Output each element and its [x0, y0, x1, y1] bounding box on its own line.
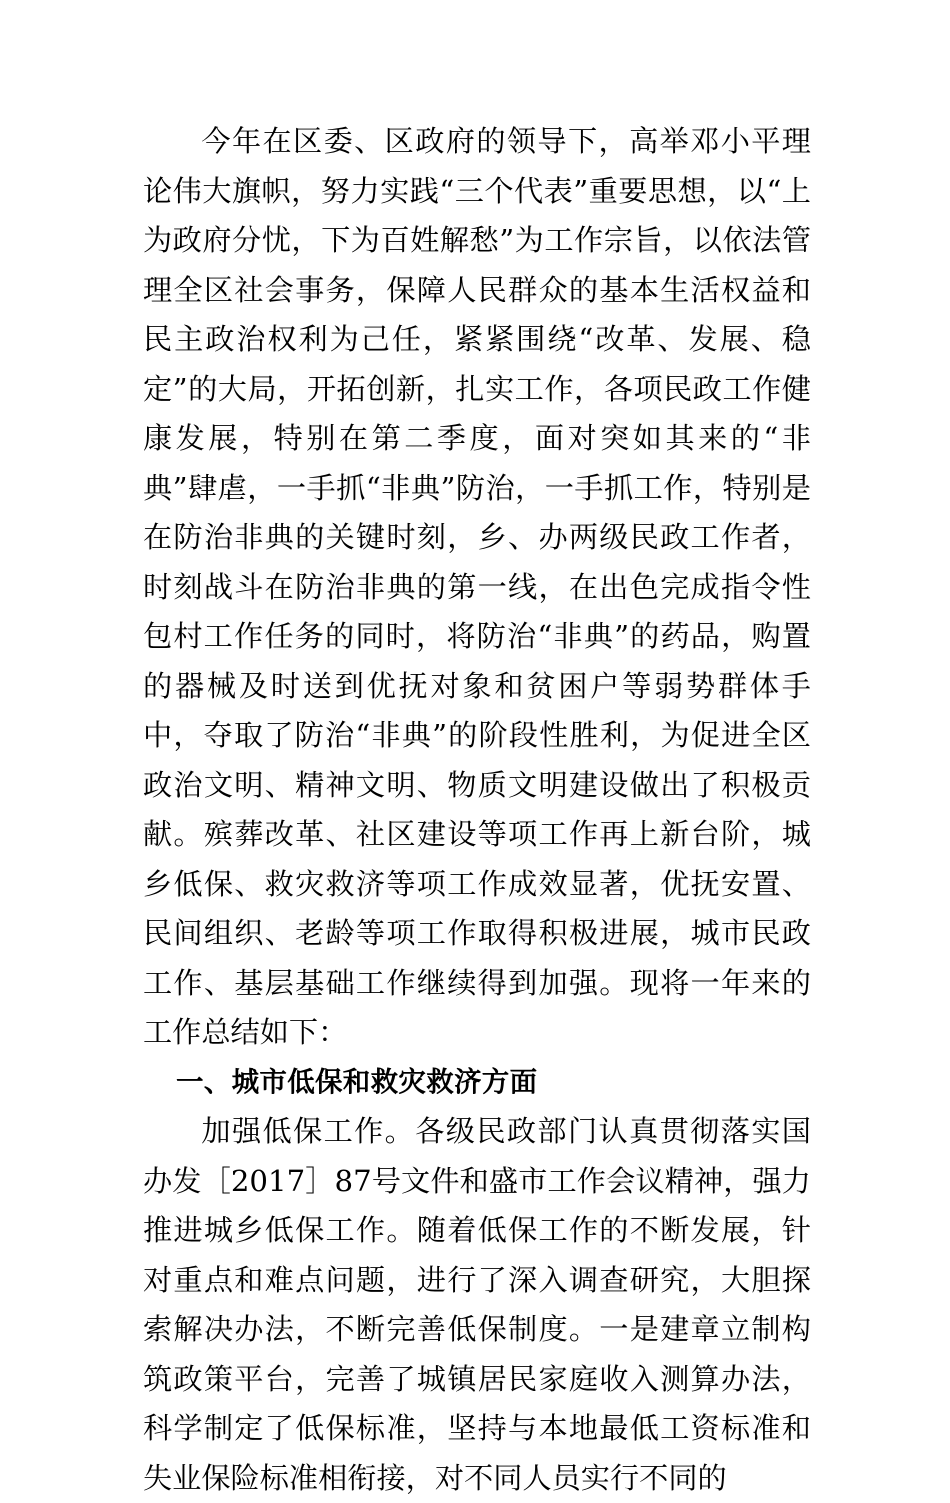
section-one-body-paragraph: 加强低保工作。各级民政部门认真贯彻落实国办发［2017］87号文件和盛市工作会议精神，强力推进城乡低保工作。随着低保工作的不断发展，针对重点和难点问题，进行了深入调查研究，大胆探索解决办法，不断完善低保制度。一是建章立制构筑政策平台，完善了城镇居民家庭收入测算办法，科学制定了低保标准，坚持与本地最低工资标准和失业保险标准相衔接，对不同人员实行不同的 [143, 1114, 811, 1495]
section-heading-one: 一、城市低保和救灾救济方面 [176, 1065, 538, 1098]
document-text-column [143, 117, 811, 1503]
intro-paragraph: 今年在区委、区政府的领导下，高举邓小平理论伟大旗帜，努力实践“三个代表”重要思想，以“上为政府分忧，下为百姓解愁”为工作宗旨，以依法管理全区社会事务，保障人民群众的基本生活权益和民主政治权利为己任，紧紧围绕“改革、发展、稳定”的大局，开拓创新，扎实工作，各项民政工作健康发展，特别在第二季度，面对突如其来的“非典”肆虐，一手抓“非典”防治，一手抓工作，特别是在防治非典的关键时刻，乡、办两级民政工作者，时刻战斗在防治非典的第一线，在出色完成指令性包村工作任务的同时，将防治“非典”的药品，购置的器械及时送到优抚对象和贫困户等弱势群体手中，夺取了防治“非典”的阶段性胜利，为促进全区政治文明、精神文明、物质文明建设做出了积极贡献。殡葬改革、社区建设等项工作再上新台阶，城乡低保、救灾救济等项工作成效显著，优抚安置、民间组织、老龄等项工作取得积极进展，城市民政工作、基层基础工作继续得到加强。现将一年来的工作总结如下： [143, 124, 811, 1049]
